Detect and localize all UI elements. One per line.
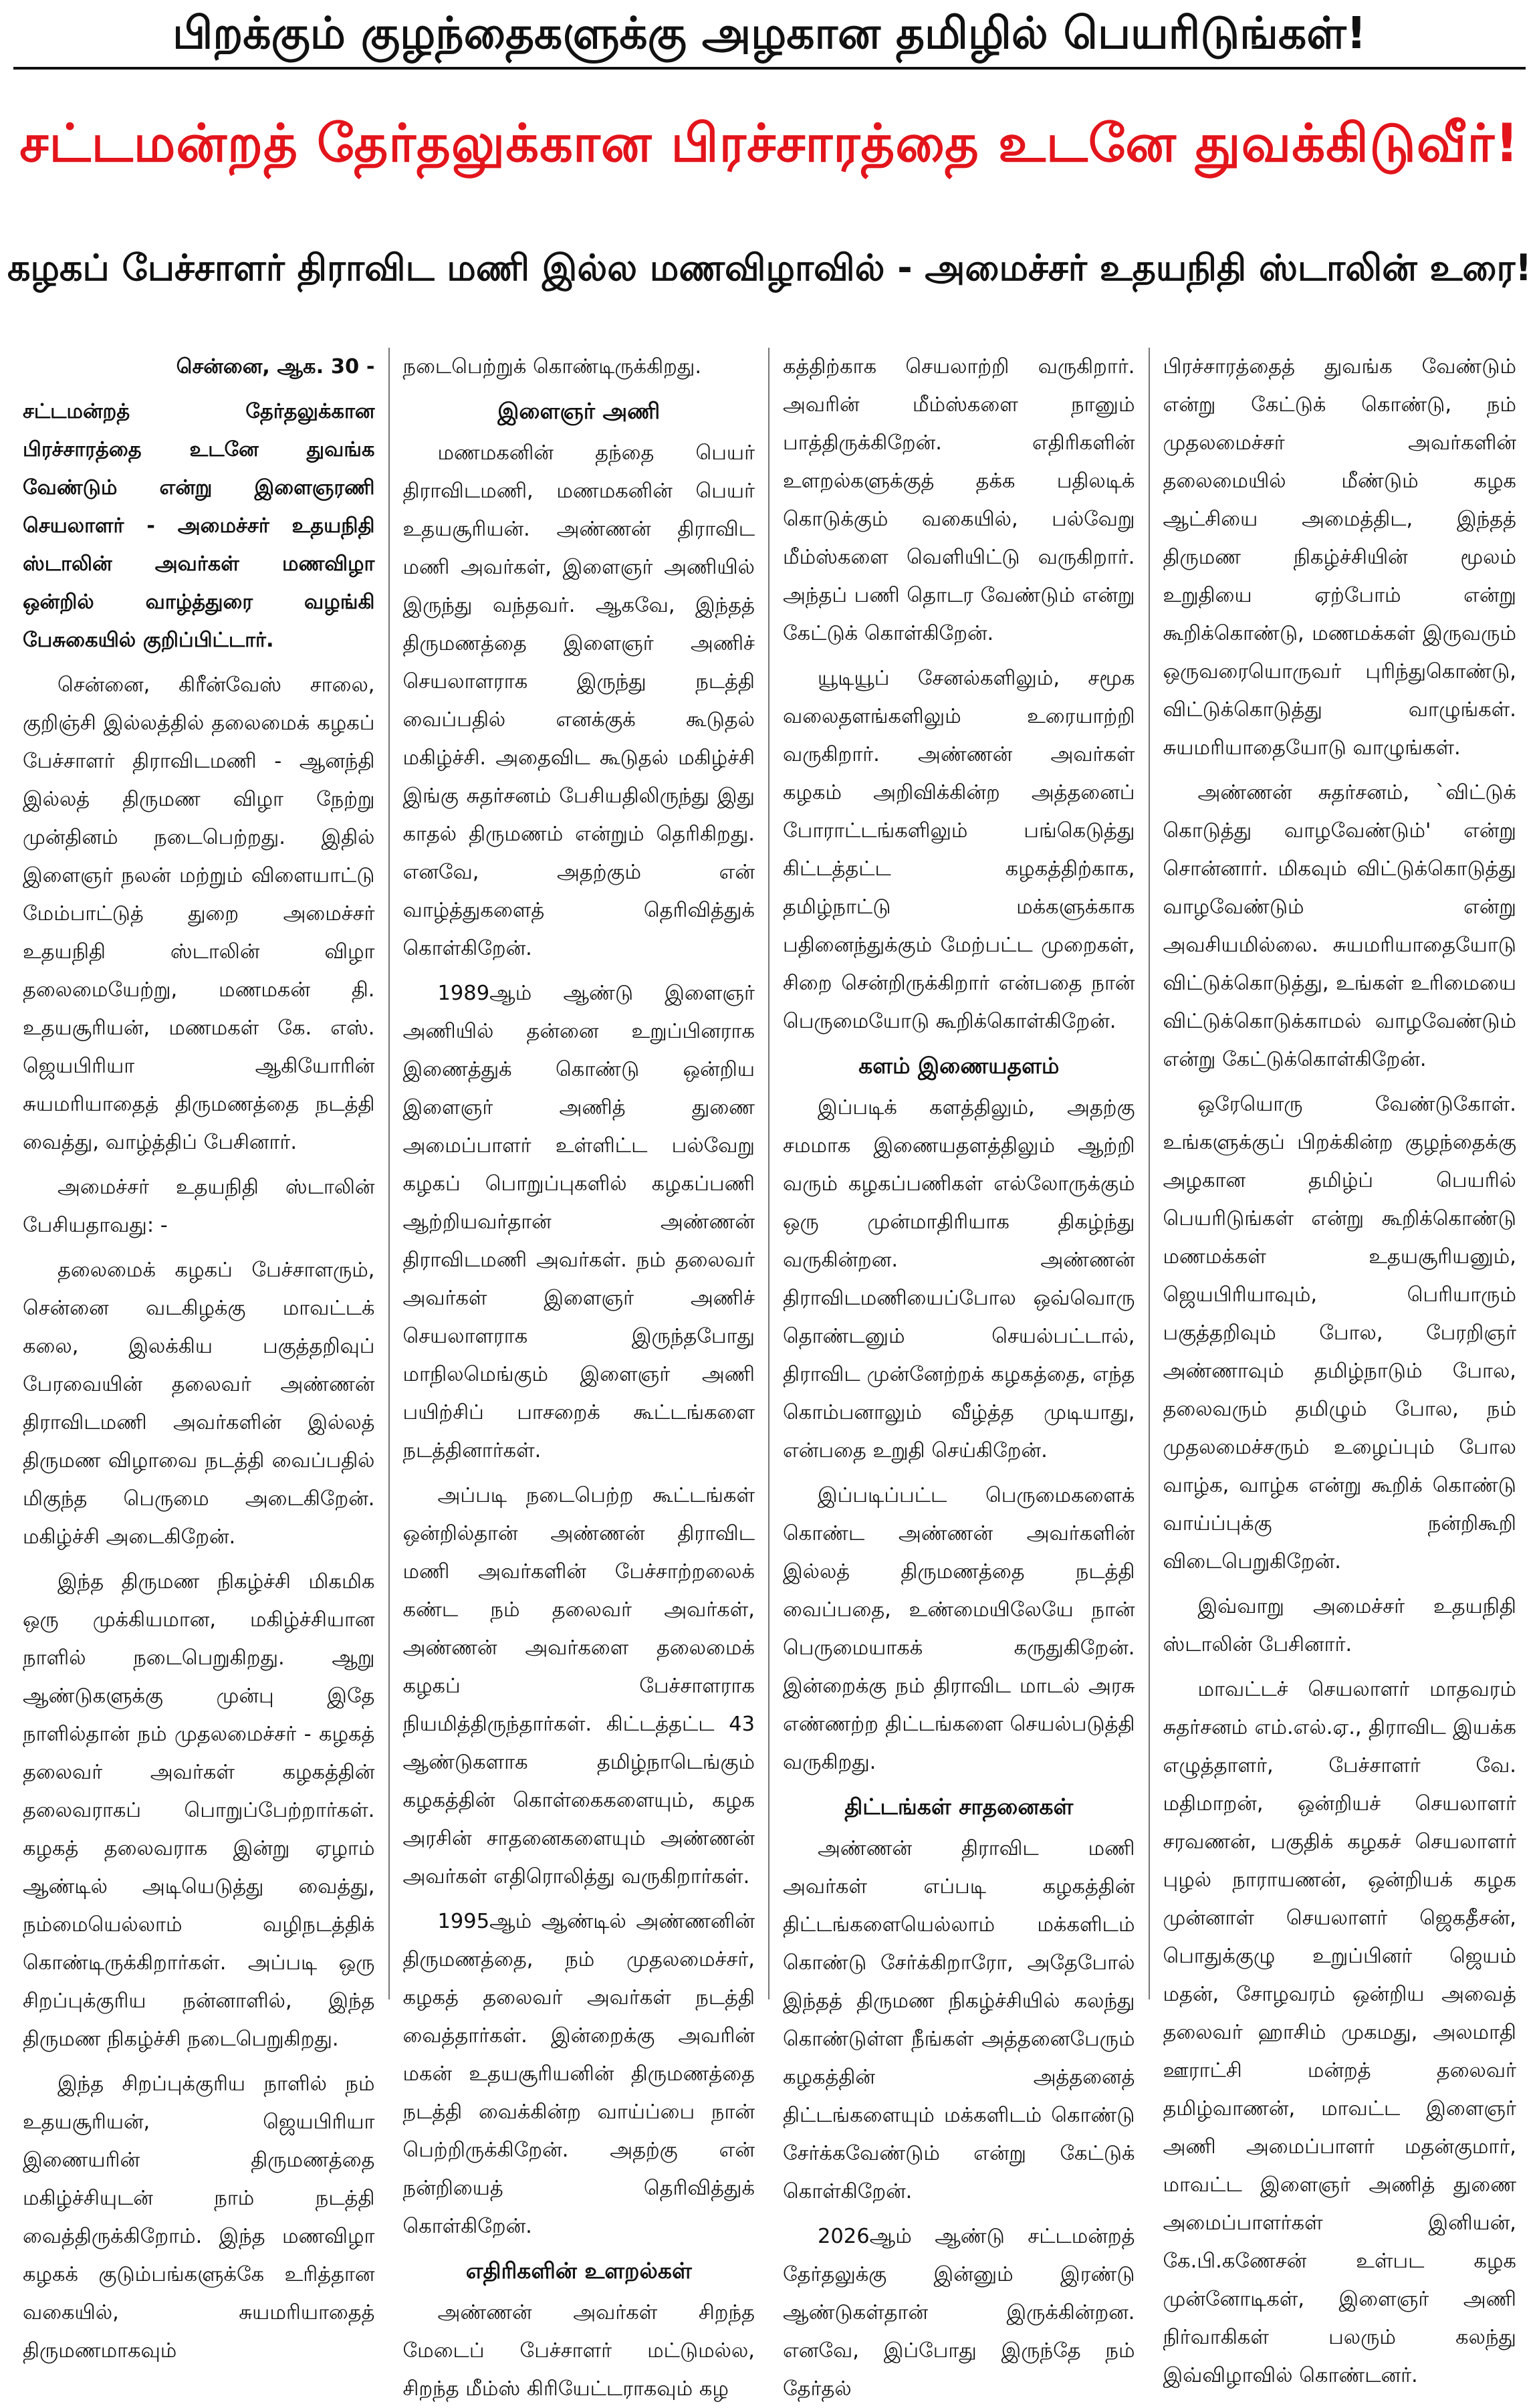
section-heading: இளைஞர் அணி <box>497 398 661 424</box>
section-heading: எதிரிகளின் உளறல்கள் <box>465 2258 692 2284</box>
paragraph: 1989ஆம் ஆண்டு இளைஞர் அணியில் தன்னை உறுப்பினராக இணைத்துக் கொண்டு ஒன்றிய இளைஞர் அணித் துணை அமைப்பாளர் உள்ளிட்ட பல்வேறு கழகப் பொறுப்புகளில் கழகப்பணி ஆற்றியவர்தான் அண்ணன் திராவிடமணி அவர்கள். நம் தலைவர் அவர்கள் இளைஞர் அணிச் செயலாளராக இருந்தபோது மாநிலமெங்கும் இளைஞர் அணி பயிற்சிப் பாசறைக் கூட்டங்களை நடத்தினார்கள். <box>402 982 755 1462</box>
paragraph: இந்த சிறப்புக்குரிய நாளில் நம் உதயசூரியன், ஜெயபிரியா இணையரின் திருமணத்தை மகிழ்ச்சியுடன் நாம் நடத்தி வைத்திருக்கிறோம். இந்த மணவிழா கழகக் குடும்பங்களுக்கே உரித்தான வகையில், சுயமரியாதைத் திருமணமாகவும் <box>23 2072 375 2363</box>
paragraph: அண்ணன் அவர்கள் சிறந்த மேடைப் பேச்சாளர் மட்டுமல்ல, சிறந்த மீம்ஸ் கிரியேட்டராகவும் கழ <box>402 2301 755 2401</box>
paragraph: 2026ஆம் ஆண்டு சட்டமன்றத் தேர்தலுக்கு இன்னும் இரண்டு ஆண்டுகள்தான் இருக்கின்றன. எனவே, இப்போது இருந்தே நம் தேர்தல் <box>783 2225 1135 2401</box>
sub-headline: கழகப் பேச்சாளர் திராவிட மணி இல்ல மணவிழாவில் - அமைச்சர் உதயநிதி ஸ்டாலின் உரை! <box>7 247 1532 289</box>
paragraph: 1995ஆம் ஆண்டில் அண்ணனின் திருமணத்தை, நம் முதலமைச்சர், கழகத் தலைவர் அவர்கள் நடத்தி வைத்தார்கள். இன்றைக்கு அவரின் மகன் உதயசூரியனின் திருமணத்தை நடத்தி வைக்கின்ற வாய்ப்பை நான் பெற்றிருக்கிறேன். அதற்கு என் நன்றியைத் தெரிவித்துக் கொள்கிறேன். <box>402 1910 755 2238</box>
article-column-1 <box>9 348 390 2363</box>
paragraph: ஒரேயொரு வேண்டுகோள். உங்களுக்குப் பிறக்கின்ற குழந்தைக்கு அழகான தமிழ்ப் பெயரில் பெயரிடுங்கள் என்று கூறிக்கொண்டு மணமக்கள் உதயசூரியனும், ஜெயபிரியாவும், பெரியாரும் பகுத்தறிவும் போல, பேரறிஞர் அண்ணாவும் தமிழ்நாடும் போல, தலைவரும் தமிழும் போல, நம் முதலமைச்சரும் உழைப்பும் போல வாழ்க, வாழ்க என்று கூறிக் கொண்டு வாய்ப்புக்கு நன்றிகூறி விடைபெறுகிறேன். <box>1163 1093 1516 1573</box>
top-headline: பிறக்கும் குழந்தைகளுக்கு அழகான தமிழில் பெயரிடுங்கள்! <box>13 0 1526 70</box>
paragraph: இப்படிக் களத்திலும், அதற்கு சமமாக இணையதளத்திலும் ஆற்றி வரும் கழகப்பணிகள் எல்லோருக்கும் ஒரு முன்மாதிரியாக திகழ்ந்து வருகின்றன. அண்ணன் திராவிடமணியைப்போல ஒவ்வொரு தொண்டனும் செயல்பட்டால், திராவிட முன்னேற்றக் கழகத்தை, எந்த கொம்பனாலும் வீழ்த்த முடியாது, என்பதை உறுதி செய்கிறேன். <box>783 1096 1135 1462</box>
paragraph: இவ்வாறு அமைச்சர் உதயநிதி ஸ்டாலின் பேசினார். <box>1163 1595 1516 1656</box>
paragraph: கத்திற்காக செயலாற்றி வருகிறார். அவரின் மீம்ஸ்களை நானும் பாத்திருக்கிறேன். எதிரிகளின் உளறல்களுக்குத் தக்க பதிலடிக் கொடுக்கும் வகையில், பல்வேறு மீம்ஸ்களை வெளியிட்டு வருகிறார். அந்தப் பணி தொடர வேண்டும் என்று கேட்டுக் கொள்கிறேன். <box>783 355 1135 645</box>
lead-paragraph: சட்டமன்றத் தேர்தலுக்கான பிரச்சாரத்தை உடனே துவங்க வேண்டும் என்று இளைஞரணி செயலாளர் - அமைச்சர் உதயநிதி ஸ்டாலின் அவர்கள் மணவிழா ஒன்றில் வாழ்த்துரை வழங்கி பேசுகையில் குறிப்பிட்டார். <box>23 400 375 652</box>
paragraph: நடைபெற்றுக் கொண்டிருக்கிறது. <box>402 355 702 378</box>
paragraph: அப்படி நடைபெற்ற கூட்டங்கள் ஒன்றில்தான் அண்ணன் திராவிட மணி அவர்களின் பேச்சாற்றலைக் கண்ட நம் தலைவர் அவர்கள், அண்ணன் அவர்களை தலைமைக் கழகப் பேச்சாளராக நியமித்திருந்தார்கள். கிட்டத்தட்ட 43 ஆண்டுகளாக தமிழ்நாடெங்கும் கழகத்தின் கொள்கைகளையும், கழக அரசின் சாதனைகளையும் அண்ணன் அவர்கள் எதிரொலித்து வருகிறார்கள். <box>402 1484 755 1888</box>
paragraph: அண்ணன் சுதர்சனம், `விட்டுக் கொடுத்து வாழவேண்டும்' என்று சொன்னார். மிகவும் விட்டுக்கொடுத்து வாழவேண்டும் என்று அவசியமில்லை. சுயமரியாதையோடு விட்டுக்கொடுத்து, உங்கள் உரிமையை விட்டுக்கொடுக்காமல் வாழவேண்டும் என்று கேட்டுக்கொள்கிறேன். <box>1163 781 1516 1071</box>
paragraph: அமைச்சர் உதயநிதி ஸ்டாலின் பேசியதாவது: - <box>23 1176 375 1237</box>
paragraph: இந்த திருமண நிகழ்ச்சி மிகமிக ஒரு முக்கியமான, மகிழ்ச்சியான நாளில் நடைபெறுகிறது. ஆறு ஆண்டுகளுக்கு முன்பு இதே நாளில்தான் நம் முதலமைச்சர் - கழகத் தலைவர் அவர்கள் கழகத்தின் தலைவராகப் பொறுப்பேற்றார்கள். கழகத் தலைவராக இன்று ஏழாம் ஆண்டில் அடியெடுத்து வைத்து, நம்மையெல்லாம் வழிநடத்திக் கொண்டிருக்கிறார்கள். அப்படி ஒரு சிறப்புக்குரிய நன்னாளில், இந்த திருமண நிகழ்ச்சி நடைபெறுகிறது. <box>23 1570 375 2051</box>
paragraph: மணமகனின் தந்தை பெயர் திராவிடமணி, மணமகனின் பெயர் உதயசூரியன். அண்ணன் திராவிட மணி அவர்கள், இளைஞர் அணியில் இருந்து வந்தவர். ஆகவே, இந்தத் திருமணத்தை இளைஞர் அணிச் செயலாளராக இருந்து நடத்தி வைப்பதில் எனக்குக் கூடுதல் மகிழ்ச்சி. அதைவிட கூடுதல் மகிழ்ச்சி இங்கு சுதர்சனம் பேசியதிலிருந்து இது காதல் திருமணம் என்றும் தெரிகிறது. எனவே, அதற்கும் என் வாழ்த்துகளைத் தெரிவித்துக் கொள்கிறேன். <box>402 441 755 960</box>
paragraph: யூடியூப் சேனல்களிலும், சமூக வலைதளங்களிலும் உரையாற்றி வருகிறார். அண்ணன் அவர்கள் கழகம் அறிவிக்கின்ற அத்தனைப் போராட்டங்களிலும் பங்கெடுத்து கிட்டத்தட்ட கழகத்திற்காக, தமிழ்நாட்டு மக்களுக்காக பதினைந்துக்கும் மேற்பட்ட முறைகள், சிறை சென்றிருக்கிறார் என்பதை நான் பெருமையோடு கூறிக்கொள்கிறேன். <box>783 667 1135 1033</box>
paragraph: இப்படிப்பட்ட பெருமைகளைக் கொண்ட அண்ணன் அவர்களின் இல்லத் திருமணத்தை நடத்தி வைப்பதை, உண்மையிலேயே நான் பெருமையாகக் கருதுகிறேன். இன்றைக்கு நம் திராவிட மாடல் அரசு எண்ணற்ற திட்டங்களை செயல்படுத்தி வருகிறது. <box>783 1484 1135 1774</box>
article-column-3 <box>770 348 1150 2401</box>
section-heading: களம் இணையதளம் <box>858 1053 1060 1079</box>
paragraph: மாவட்டச் செயலாளர் மாதவரம் சுதர்சனம் எம்.எல்.ஏ., திராவிட இயக்க எழுத்தாளர், பேச்சாளர் வே. மதிமாறன், ஒன்றியச் செயலாளர் சரவணன், பகுதிக் கழகச் செயலாளர் புழல் நாராயணன், ஒன்றியக் கழக முன்னாள் செயலாளர் ஜெகதீசன், பொதுக்குழு உறுப்பினர் ஜெயம் மதன், சோழவரம் ஒன்றிய அவைத் தலைவர் ஹாசிம் முகமது, அலமாதி ஊராட்சி மன்றத் தலைவர் தமிழ்வாணன், மாவட்ட இளைஞர் அணி அமைப்பாளர் மதன்குமார், மாவட்ட இளைஞர் அணித் துணை அமைப்பாளர்கள் இனியன், கே.பி.கணேசன் உள்பட கழக முன்னோடிகள், இளைஞர் அணி நிர்வாகிகள் பலரும் கலந்து இவ்விழாவில் கொண்டனர். <box>1163 1678 1516 2387</box>
section-heading: திட்டங்கள் சாதனைகள் <box>844 1793 1074 1820</box>
paragraph: தலைமைக் கழகப் பேச்சாளரும், சென்னை வடகிழக்கு மாவட்டக் கலை, இலக்கிய பகுத்தறிவுப் பேரவையின் தலைவர் அண்ணன் திராவிடமணி அவர்களின் இல்லத் திருமண விழாவை நடத்தி வைப்பதில் மிகுந்த பெருமை அடைகிறேன். மகிழ்ச்சி அடைகிறேன். <box>23 1258 375 1549</box>
paragraph: அண்ணன் திராவிட மணி அவர்கள் எப்படி கழகத்தின் திட்டங்களையெல்லாம் மக்களிடம் கொண்டு சேர்க்கிறாரோ, அதேபோல் இந்தத் திருமண நிகழ்ச்சியில் கலந்து கொண்டுள்ள நீங்கள் அத்தனைபேரும் கழகத்தின் அத்தனைத் திட்டங்களையும் மக்களிடம் கொண்டு சேர்க்கவேண்டும் என்று கேட்டுக் கொள்கிறேன். <box>783 1837 1135 2203</box>
article-column-2 <box>390 348 770 2401</box>
article-body <box>9 348 1530 2401</box>
article-column-4 <box>1150 348 1530 2387</box>
paragraph: பிரச்சாரத்தைத் துவங்க வேண்டும் என்று கேட்டுக் கொண்டு, நம் முதலமைச்சர் அவர்களின் தலைமையில் மீண்டும் கழக ஆட்சியை அமைத்திட, இந்தத் திருமண நிகழ்ச்சியின் மூலம் உறுதியை ஏற்போம் என்று கூறிக்கொண்டு, மணமக்கள் இருவரும் ஒருவரையொருவர் புரிந்துகொண்டு, விட்டுக்கொடுத்து வாழுங்கள். சுயமரியாதையோடு வாழுங்கள். <box>1163 355 1516 760</box>
dateline: சென்னை, ஆக. 30 - <box>176 355 375 378</box>
paragraph: சென்னை, கிரீன்வேஸ் சாலை, குறிஞ்சி இல்லத்தில் தலைமைக் கழகப் பேச்சாளர் திராவிடமணி - ஆனந்தி இல்லத் திருமண விழா நேற்று முன்தினம் நடைபெற்றது. இதில் இளைஞர் நலன் மற்றும் விளையாட்டு மேம்பாட்டுத் துறை அமைச்சர் உதயநிதி ஸ்டாலின் விழா தலைமையேற்று, மணமகன் தி. உதயசூரியன், மணமகள் கே. எஸ். ஜெயபிரியா ஆகியோரின் சுயமரியாதைத் திருமணத்தை நடத்தி வைத்து, வாழ்த்திப் பேசினார். <box>23 673 375 1154</box>
main-headline: சட்டமன்றத் தேர்தலுக்கான பிரச்சாரத்தை உடனே துவக்கிடுவீர்! <box>19 114 1520 174</box>
